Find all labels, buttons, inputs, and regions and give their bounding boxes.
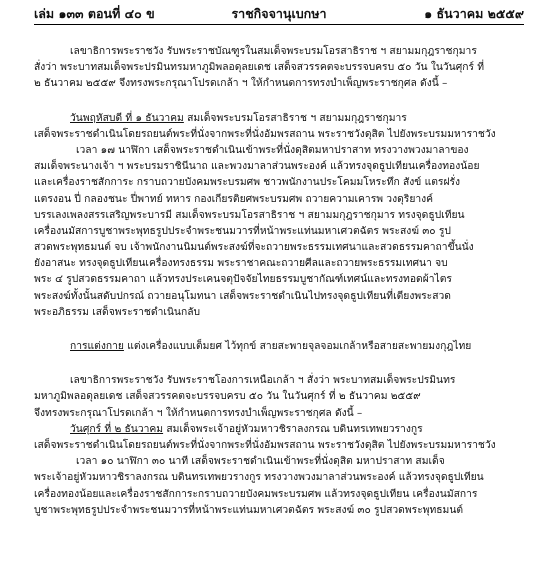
text-line: เครื่องทองน้อยและเครื่องราชสักการะกราบถวายบังคมพระบรมศพ แล้วทรงจุดธูปเทียน เครื่องนมัสการ xyxy=(34,487,478,500)
text-line: เลขาธิการพระราชวัง รับพระราชบัณฑูรในสมเด็จพระบรมโอรสาธิราช ฯ สยามมกุฎราชกุมาร xyxy=(70,45,477,57)
text-line xyxy=(34,338,524,354)
text-line: ยังอาสนะ ทรงจุดธูปเทียนเครื่องทรงธรรม พระราชาคณะถวายศีลและถวายพระธรรมเทศนา จบ xyxy=(34,257,448,270)
text-line xyxy=(34,421,524,437)
schedule-paragraph-1 xyxy=(34,110,524,320)
text-line: พระสงฆ์ทั้งนั้นสดับปกรณ์ ถวายอนุโมทนา เสด็จพระราชดำเนินไปทรงจุดธูปเทียนที่เตียงพระสวด xyxy=(34,289,451,302)
text-line: สมเด็จพระนางเจ้า ฯ พระบรมราชินีนาถ และพวงมาลาส่วนพระองค์ แล้วทรงจุดธูปเทียนเครื่องทองน้อย xyxy=(34,160,480,173)
text-segment: สมเด็จพระเจ้าอยู่หัวมหาวชิราลงกรณ บดินทรเทพยวรางกูร xyxy=(163,422,423,435)
page-header xyxy=(34,6,524,22)
text-segment: สมเด็จพระบรมโอรสาธิราช ฯ สยามมกุฎราชกุมาร xyxy=(183,111,407,124)
text-line: เลขาธิการพระราชวัง รับพระราชโองการเหนือเกล้า ฯ สั่งว่า พระบาทสมเด็จพระปรมินทร xyxy=(70,374,456,387)
text-line: และเครื่องราชสักการะ กราบถวายบังคมพระบรมศพ ชาวพนักงานประโคมมโหระทึก สังข์ แตรฝรั่ง xyxy=(34,176,461,189)
dress-code-label: การแต่งกาย xyxy=(70,340,124,352)
header-publication-title: ราชกิจจานุเบกษา xyxy=(231,6,327,21)
text-line: บรรเลงเพลงสรรเสริญพระบารมี สมเด็จพระบรมโอรสาธิราช ฯ สยามมกุฎราชกุมาร ทรงจุดธูปเทียน xyxy=(34,208,465,221)
header-volume-issue: เล่ม ๑๓๓ ตอนที่ ๔๐ ข xyxy=(34,6,155,21)
text-line: แตรงอน ปี่ กลองชนะ ปี่พาทย์ ทหาร กองเกียรติยศพระบรมศพ ถวายความเคารพ วงดุริยางค์ xyxy=(34,192,434,205)
text-line: จึงทรงพระกรุณาโปรดเกล้า ฯ ให้กำหนดการทรงบำเพ็ญพระราชกุศล ดังนี้ – xyxy=(34,406,363,419)
schedule-paragraph-2 xyxy=(34,421,524,518)
header-date: ๑ ธันวาคม ๒๕๕๙ xyxy=(424,6,524,21)
text-line: เครื่องนมัสการบูชาพระพุทธรูปประจำพระชนมวารที่หน้าพระแท่นมหาเศวตฉัตร พระสงฆ์ ๓๐ รูป xyxy=(34,224,451,237)
text-line: สั่งว่า พระบาทสมเด็จพระปรมินทรมหาภูมิพลอดุลยเดช เสด็จสวรรคตจะบรรจบครบ ๕๐ วัน ในวันศุกร์ ที่ xyxy=(34,61,485,74)
text-line xyxy=(34,110,524,126)
schedule-day-label: วันศุกร์ ที่ ๒ ธันวาคม xyxy=(70,422,164,435)
dress-code-paragraph xyxy=(34,338,524,354)
text-line: เสด็จพระราชดำเนินโดยรถยนต์พระที่นั่งจากพระที่นั่งอัมพรสถาน พระราชวังดุสิต ไปยังพระบรมมหาราชวัง xyxy=(34,438,496,451)
text-line: บูชาพระพุทธรูปประจำพระชนมวารที่หน้าพระแท่นมหาเศวตฉัตร พระสงฆ์ ๓๐ รูปสวดพระพุทธมนต์ xyxy=(34,503,464,516)
text-line: สวดพระพุทธมนต์ จบ เจ้าพนักงานนิมนต์พระสงฆ์ที่จะถวายพระธรรมเทศนาและสวดธรรมคาถาขึ้นนั่ง xyxy=(34,241,474,254)
schedule-day-label: วันพฤหัสบดี ที่ ๑ ธันวาคม xyxy=(70,111,184,124)
text-line: พระเจ้าอยู่หัวมหาวชิราลงกรณ บดินทรเทพยวรางกูร ทรงวางพวงมาลาส่วนพระองค์ แล้วทรงจุดธูปเทียน xyxy=(34,471,484,484)
text-line: พระ ๔ รูปสวดธรรมคาถา แล้วทรงประเคนจตุปัจจัยไทยธรรมบูชากัณฑ์เทศน์และทรงทอดผ้าไตร xyxy=(34,273,452,286)
announcement-paragraph-1 xyxy=(34,43,524,92)
text-segment: แต่งเครื่องแบบเต็มยศ ไว้ทุกข์ สายสะพายจุลจอมเกล้าหรือสายสะพายมงกุฎไทย xyxy=(123,340,472,352)
text-line: พระอภิธรรม เสด็จพระราชดำเนินกลับ xyxy=(34,305,201,318)
text-line: เวลา ๑๐ นาฬิกา ๓๐ นาที เสด็จพระราชดำเนินเข้าพระที่นั่งดุสิต มหาปราสาท สมเด็จ xyxy=(76,455,445,468)
text-line: ๒ ธันวาคม ๒๕๕๙ จึงทรงพระกรุณาโปรดเกล้า ฯ ให้กำหนดการทรงบำเพ็ญพระราชกุศล ดังนี้ – xyxy=(34,77,448,90)
text-line: เวลา ๑๗ นาฬิกา เสด็จพระราชดำเนินเข้าพระที่นั่งดุสิตมหาปราสาท ทรงวางพวงมาลาของ xyxy=(76,143,469,156)
text-line: มหาภูมิพลอดุลยเดช เสด็จสวรรคตจะบรรจบครบ ๕๐ วัน ในวันศุกร์ ที่ ๒ ธันวาคม ๒๕๕๙ xyxy=(34,390,421,403)
text-line: เสด็จพระราชดำเนินโดยรถยนต์พระที่นั่งจากพระที่นั่งอัมพรสถาน พระราชวังดุสิต ไปยังพระบรมมหาราชวัง xyxy=(34,127,496,140)
announcement-paragraph-2 xyxy=(34,372,524,421)
